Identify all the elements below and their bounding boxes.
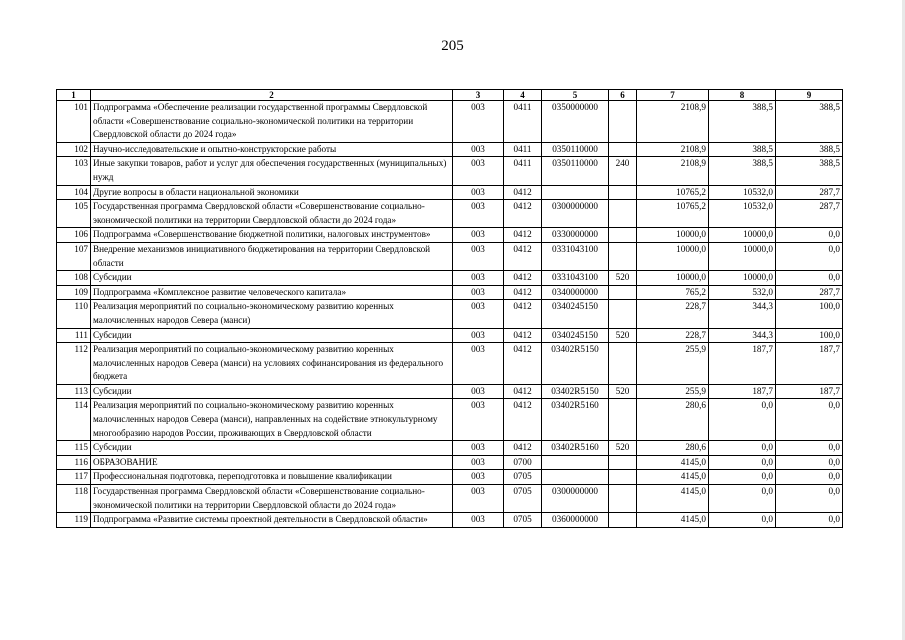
expense-type-cell [609,285,637,300]
ministry-code-cell: 003 [453,271,504,286]
amount-col9-cell: 0,0 [776,513,843,528]
row-number-cell: 106 [57,228,91,243]
ministry-code-cell: 003 [453,485,504,513]
row-number-cell: 105 [57,200,91,228]
section-code-cell: 0412 [504,271,542,286]
amount-col9-cell: 388,5 [776,142,843,157]
amount-col8-cell: 0,0 [709,485,776,513]
amount-col8-cell: 344,3 [709,300,776,328]
ministry-code-cell: 003 [453,399,504,441]
row-number-cell: 119 [57,513,91,528]
amount-col8-cell: 532,0 [709,285,776,300]
amount-col7-cell: 280,6 [637,399,709,441]
expense-type-cell [609,343,637,385]
table-row [57,441,843,456]
amount-col8-cell: 10000,0 [709,271,776,286]
expense-type-cell [609,513,637,528]
amount-col7-cell: 4145,0 [637,455,709,470]
expense-type-cell [609,228,637,243]
row-number-cell: 115 [57,441,91,456]
amount-col9-cell: 187,7 [776,384,843,399]
amount-col8-cell: 0,0 [709,441,776,456]
page-number: 205 [441,38,464,54]
amount-col8-cell: 10000,0 [709,228,776,243]
amount-col7-cell: 228,7 [637,328,709,343]
target-article-cell: 03402R5150 [542,384,609,399]
amount-col7-cell: 10000,0 [637,242,709,270]
target-article-cell [542,185,609,200]
amount-col7-cell: 4145,0 [637,485,709,513]
table-row [57,228,843,243]
ministry-code-cell: 003 [453,242,504,270]
amount-col9-cell: 187,7 [776,343,843,385]
amount-col7-cell: 255,9 [637,384,709,399]
header-row [57,90,843,101]
header-cell: 8 [709,90,776,101]
table-row [57,300,843,328]
row-number-cell: 108 [57,271,91,286]
table-row [57,343,843,385]
section-code-cell: 0412 [504,328,542,343]
amount-col7-cell: 2108,9 [637,142,709,157]
header-cell: 3 [453,90,504,101]
target-article-cell [542,455,609,470]
row-name-cell: Научно-исследовательские и опытно-конструкторские работы [91,142,453,157]
table-row [57,242,843,270]
table-row [57,101,843,143]
row-name-cell: Другие вопросы в области национальной экономики [91,185,453,200]
amount-col7-cell: 4145,0 [637,470,709,485]
section-code-cell: 0412 [504,441,542,456]
row-number-cell: 102 [57,142,91,157]
ministry-code-cell: 003 [453,300,504,328]
row-name-cell: Реализация мероприятий по социально-экономическому развитию коренных малочисленных народов Севера (манси), направленных на содействие этнокультурному многообразию народов России, проживающих в Свердловской области [91,399,453,441]
header-cell: 6 [609,90,637,101]
section-code-cell: 0412 [504,343,542,385]
amount-col9-cell: 287,7 [776,285,843,300]
row-number-cell: 101 [57,101,91,143]
row-number-cell: 113 [57,384,91,399]
row-number-cell: 114 [57,399,91,441]
target-article-cell: 0340000000 [542,285,609,300]
ministry-code-cell: 003 [453,441,504,456]
target-article-cell: 0350000000 [542,101,609,143]
expense-type-cell [609,142,637,157]
ministry-code-cell: 003 [453,285,504,300]
section-code-cell: 0411 [504,157,542,185]
row-name-cell: Подпрограмма «Совершенствование бюджетной политики, налоговых инструментов» [91,228,453,243]
amount-col8-cell: 0,0 [709,399,776,441]
table-row [57,185,843,200]
table-row [57,485,843,513]
table-row [57,271,843,286]
expense-type-cell [609,399,637,441]
ministry-code-cell: 003 [453,101,504,143]
ministry-code-cell: 003 [453,455,504,470]
expense-type-cell [609,242,637,270]
row-number-cell: 109 [57,285,91,300]
expense-type-cell [609,455,637,470]
amount-col7-cell: 280,6 [637,441,709,456]
ministry-code-cell: 003 [453,142,504,157]
row-name-cell: Государственная программа Свердловской области «Совершенствование социально-экономической политики на территории Свердловской области до 2024 года» [91,200,453,228]
target-article-cell: 0331043100 [542,242,609,270]
expense-type-cell [609,485,637,513]
amount-col9-cell: 0,0 [776,399,843,441]
target-article-cell: 03402R5160 [542,441,609,456]
table-row [57,399,843,441]
row-name-cell: Профессиональная подготовка, переподготовка и повышение квалификации [91,470,453,485]
row-name-cell: Субсидии [91,271,453,286]
table-row [57,455,843,470]
target-article-cell: 0350110000 [542,157,609,185]
target-article-cell: 0331043100 [542,271,609,286]
row-name-cell: Субсидии [91,384,453,399]
target-article-cell: 0340245150 [542,300,609,328]
expense-type-cell [609,300,637,328]
row-number-cell: 110 [57,300,91,328]
amount-col7-cell: 4145,0 [637,513,709,528]
row-name-cell: Государственная программа Свердловской области «Совершенствование социально-экономической политики на территории Свердловской области до 2024 года» [91,485,453,513]
amount-col7-cell: 2108,9 [637,101,709,143]
target-article-cell: 0300000000 [542,200,609,228]
expense-type-cell: 520 [609,384,637,399]
row-number-cell: 112 [57,343,91,385]
target-article-cell: 0300000000 [542,485,609,513]
section-code-cell: 0411 [504,142,542,157]
table-row [57,142,843,157]
row-name-cell: Подпрограмма «Развитие системы проектной деятельности в Свердловской области» [91,513,453,528]
amount-col8-cell: 10532,0 [709,185,776,200]
amount-col9-cell: 0,0 [776,441,843,456]
expense-type-cell [609,101,637,143]
row-number-cell: 117 [57,470,91,485]
amount-col7-cell: 10000,0 [637,228,709,243]
amount-col8-cell: 388,5 [709,101,776,143]
amount-col9-cell: 0,0 [776,470,843,485]
section-code-cell: 0700 [504,455,542,470]
ministry-code-cell: 003 [453,328,504,343]
amount-col7-cell: 10765,2 [637,200,709,228]
amount-col9-cell: 0,0 [776,228,843,243]
target-article-cell: 0350110000 [542,142,609,157]
row-name-cell: ОБРАЗОВАНИЕ [91,455,453,470]
amount-col8-cell: 0,0 [709,470,776,485]
amount-col8-cell: 10000,0 [709,242,776,270]
amount-col9-cell: 388,5 [776,157,843,185]
header-cell: 9 [776,90,843,101]
header-cell: 4 [504,90,542,101]
row-name-cell: Подпрограмма «Обеспечение реализации государственной программы Свердловской области «Совершенствование социально-экономической политики на территории Свердловской области до 2024 года» [91,101,453,143]
amount-col9-cell: 0,0 [776,455,843,470]
amount-col9-cell: 0,0 [776,271,843,286]
row-name-cell: Подпрограмма «Комплексное развитие человеческого капитала» [91,285,453,300]
table-row [57,384,843,399]
amount-col9-cell: 287,7 [776,185,843,200]
amount-col7-cell: 2108,9 [637,157,709,185]
target-article-cell: 0330000000 [542,228,609,243]
table-row [57,470,843,485]
table-row [57,157,843,185]
row-name-cell: Внедрение механизмов инициативного бюджетирования на территории Свердловской области [91,242,453,270]
section-code-cell: 0412 [504,384,542,399]
expense-type-cell: 520 [609,271,637,286]
amount-col8-cell: 388,5 [709,157,776,185]
row-number-cell: 111 [57,328,91,343]
expense-type-cell [609,200,637,228]
ministry-code-cell: 003 [453,157,504,185]
section-code-cell: 0412 [504,200,542,228]
table-row [57,200,843,228]
section-code-cell: 0412 [504,285,542,300]
section-code-cell: 0705 [504,485,542,513]
section-code-cell: 0412 [504,185,542,200]
expense-type-cell: 520 [609,441,637,456]
expense-type-cell: 240 [609,157,637,185]
amount-col9-cell: 100,0 [776,300,843,328]
ministry-code-cell: 003 [453,228,504,243]
row-number-cell: 118 [57,485,91,513]
table-row [57,328,843,343]
amount-col8-cell: 10532,0 [709,200,776,228]
section-code-cell: 0412 [504,228,542,243]
target-article-cell: 0360000000 [542,513,609,528]
section-code-cell: 0705 [504,470,542,485]
row-number-cell: 116 [57,455,91,470]
row-number-cell: 104 [57,185,91,200]
ministry-code-cell: 003 [453,384,504,399]
amount-col8-cell: 388,5 [709,142,776,157]
header-cell: 5 [542,90,609,101]
row-name-cell: Субсидии [91,328,453,343]
amount-col8-cell: 344,3 [709,328,776,343]
target-article-cell [542,470,609,485]
target-article-cell: 03402R5150 [542,343,609,385]
row-name-cell: Субсидии [91,441,453,456]
amount-col7-cell: 228,7 [637,300,709,328]
amount-col7-cell: 10000,0 [637,271,709,286]
expense-type-cell: 520 [609,328,637,343]
amount-col7-cell: 10765,2 [637,185,709,200]
row-number-cell: 107 [57,242,91,270]
amount-col9-cell: 0,0 [776,242,843,270]
expense-type-cell [609,470,637,485]
amount-col8-cell: 187,7 [709,343,776,385]
amount-col9-cell: 287,7 [776,200,843,228]
ministry-code-cell: 003 [453,185,504,200]
row-name-cell: Реализация мероприятий по социально-экономическому развитию коренных малочисленных народов Севера (манси) на условиях софинансирования из федерального бюджета [91,343,453,385]
expense-type-cell [609,185,637,200]
ministry-code-cell: 003 [453,470,504,485]
amount-col8-cell: 0,0 [709,455,776,470]
section-code-cell: 0411 [504,101,542,143]
amount-col7-cell: 765,2 [637,285,709,300]
amount-col8-cell: 187,7 [709,384,776,399]
ministry-code-cell: 003 [453,513,504,528]
header-cell: 2 [91,90,453,101]
row-name-cell: Реализация мероприятий по социально-экономическому развитию коренных малочисленных народов Севера (манси) [91,300,453,328]
section-code-cell: 0412 [504,300,542,328]
header-cell: 7 [637,90,709,101]
amount-col9-cell: 0,0 [776,485,843,513]
table-row [57,513,843,528]
table-row [57,285,843,300]
target-article-cell: 03402R5160 [542,399,609,441]
row-name-cell: Иные закупки товаров, работ и услуг для обеспечения государственных (муниципальных) нужд [91,157,453,185]
amount-col7-cell: 255,9 [637,343,709,385]
section-code-cell: 0412 [504,242,542,270]
section-code-cell: 0705 [504,513,542,528]
amount-col8-cell: 0,0 [709,513,776,528]
budget-table [56,89,843,528]
amount-col9-cell: 100,0 [776,328,843,343]
row-number-cell: 103 [57,157,91,185]
section-code-cell: 0412 [504,399,542,441]
ministry-code-cell: 003 [453,200,504,228]
amount-col9-cell: 388,5 [776,101,843,143]
target-article-cell: 0340245150 [542,328,609,343]
ministry-code-cell: 003 [453,343,504,385]
header-cell: 1 [57,90,91,101]
